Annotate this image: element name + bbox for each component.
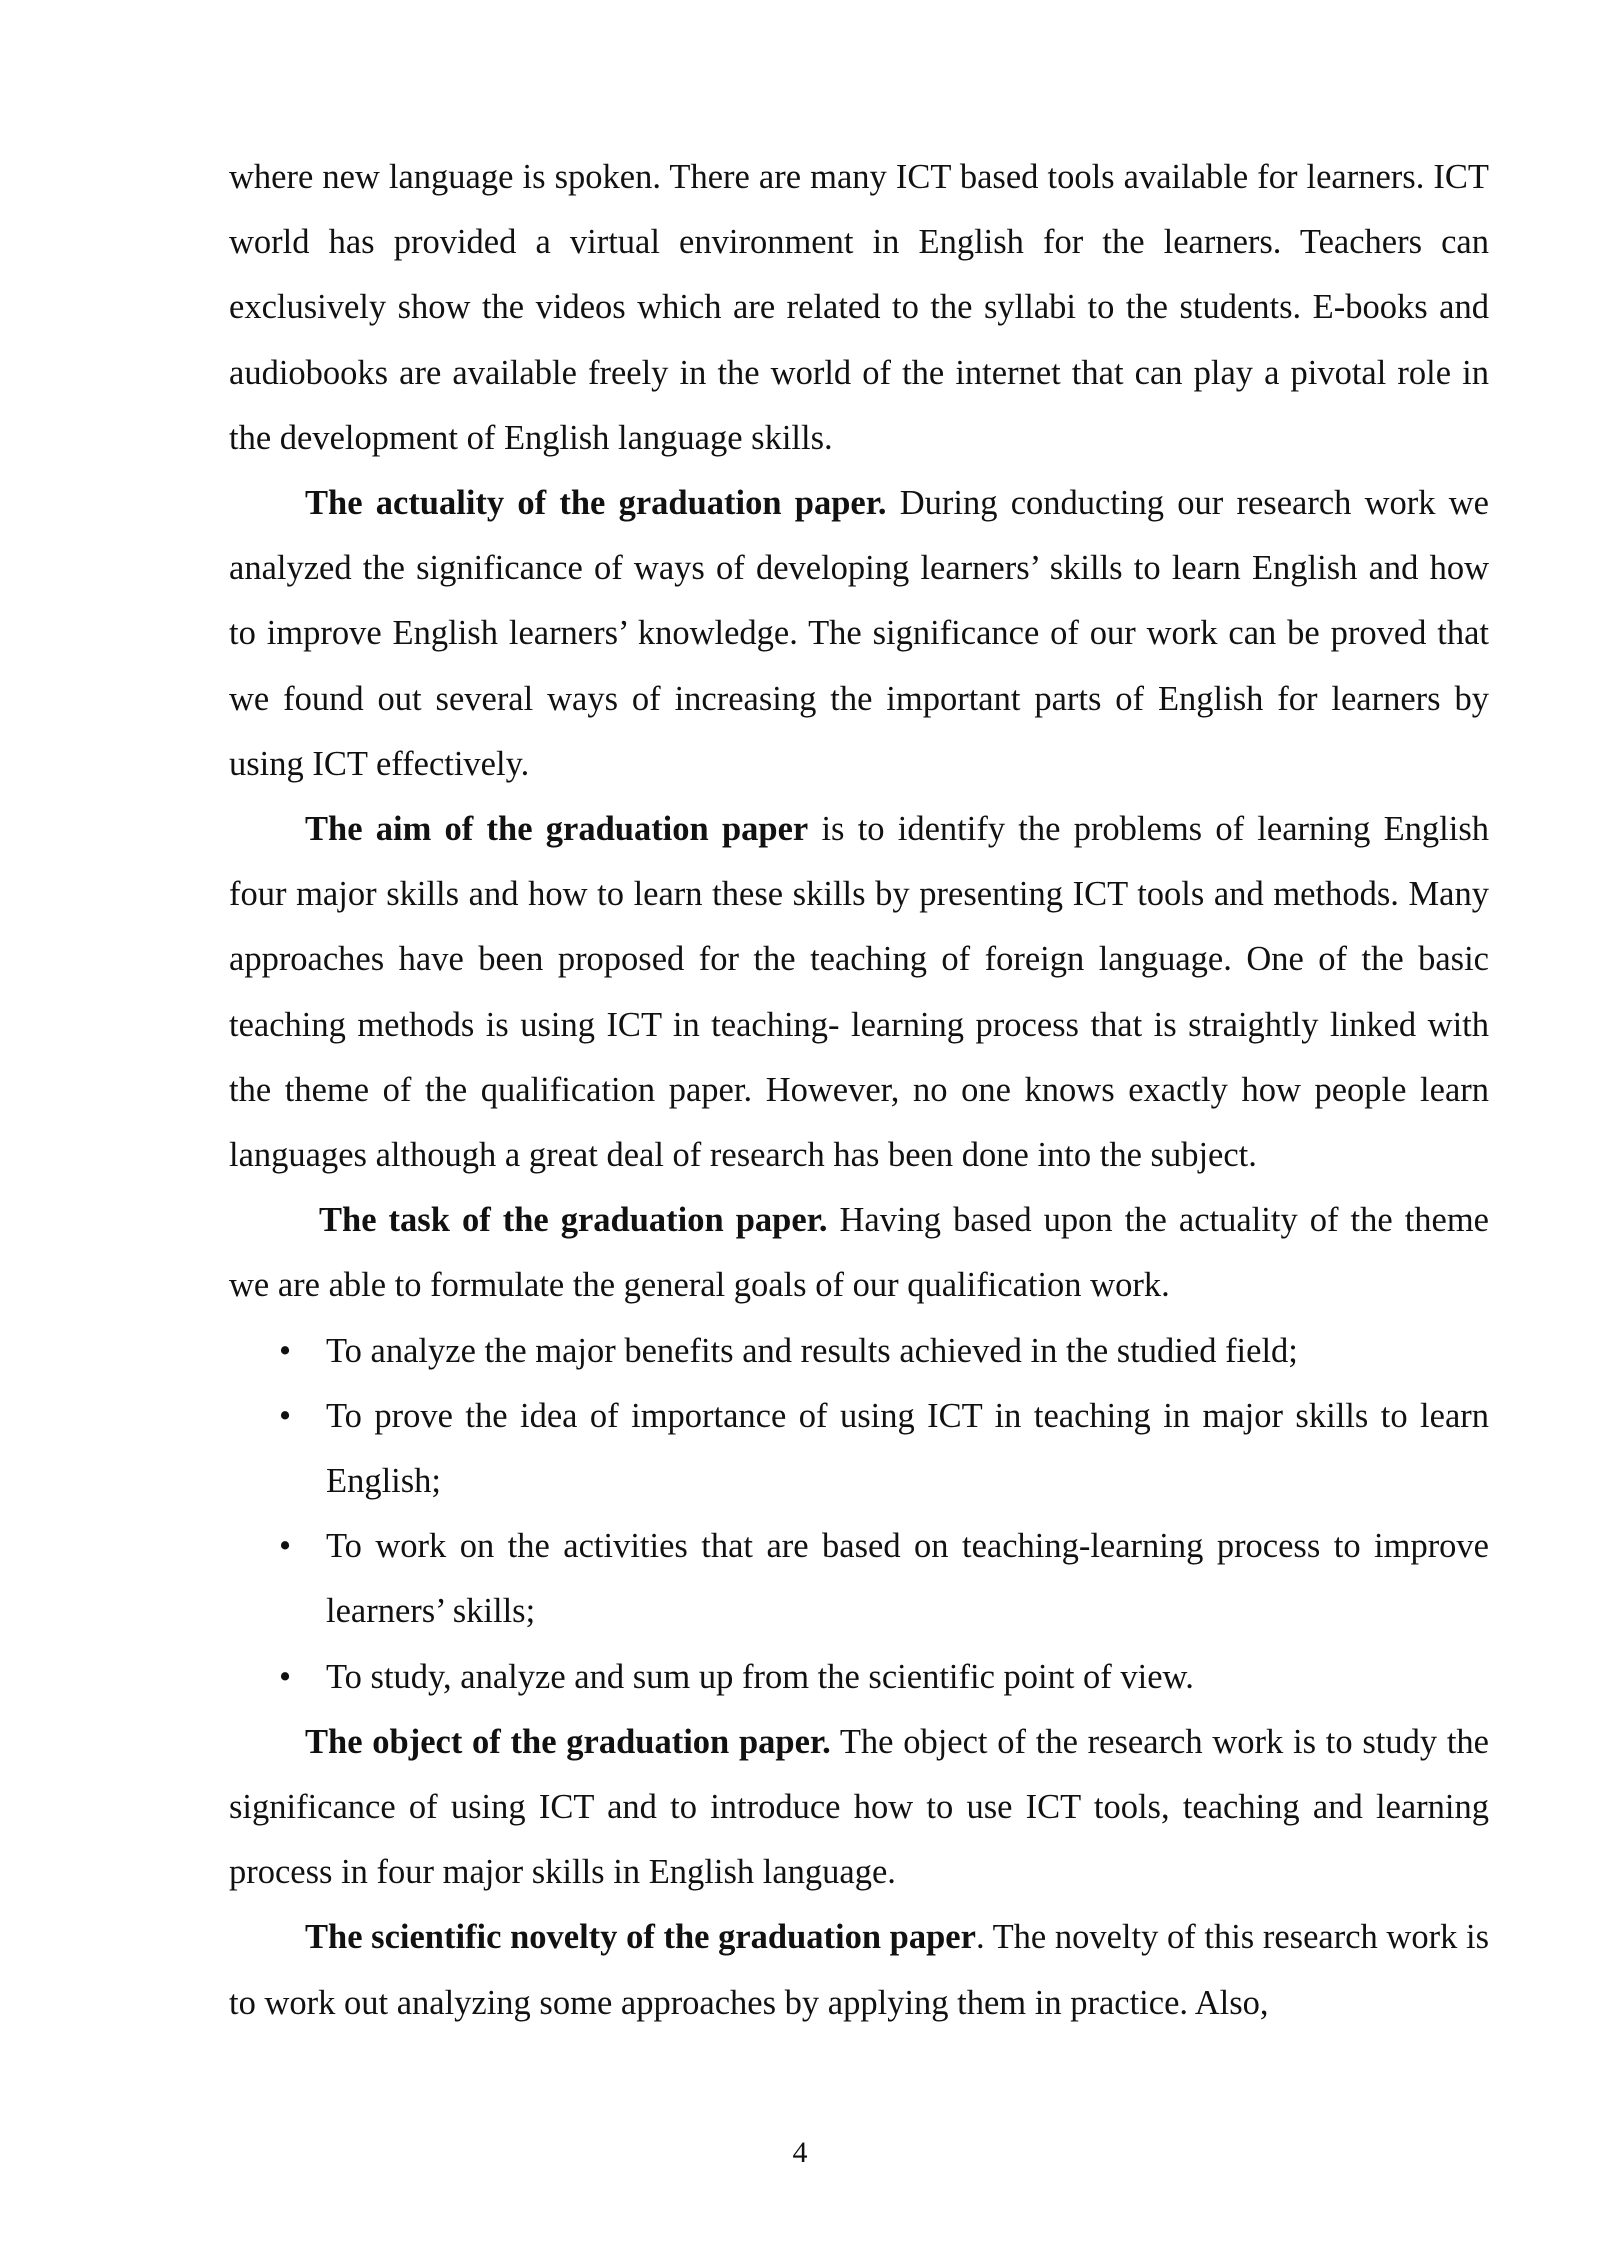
task-item [278,1384,1489,1514]
bullet-icon: • [278,1331,292,1370]
page-body [229,145,1489,2036]
actuality-paragraph [229,471,1489,797]
page-number: 4 [792,2136,808,2169]
actuality-body: During conducting our research work we analyzed the significance of ways of developing learners’ skills to learn English and how to improve English learners’ knowledge. The significance of our work can be proved that we found out several ways of increasing the important parts of English for learners by using ICT effectively. [229,484,1489,783]
actuality-heading: The actuality of the graduation paper. [305,484,887,523]
task-body: Having based upon the actuality of the theme we are able to formulate the general goals of our qualification work. [229,1201,1489,1305]
novelty-body: . The novelty of this research work is to work out analyzing some approaches by applying them in practice. Also, [229,1918,1489,2022]
task-item-text: To prove the idea of importance of using ICT in teaching in major skills to learn English; [326,1396,1489,1501]
novelty-paragraph [229,1905,1489,2035]
task-heading: The task of the graduation paper. [319,1201,828,1240]
task-item [278,1514,1489,1644]
task-paragraph [229,1188,1489,1318]
bullet-icon: • [278,1396,292,1435]
bullet-icon: • [278,1657,292,1696]
task-list [229,1319,1489,1710]
object-body: The object of the research work is to study the significance of using ICT and to introduce how to use ICT tools, teaching and learning process in four major skills in English language. [229,1722,1489,1892]
bullet-icon: • [278,1527,292,1566]
aim-paragraph [229,797,1489,1188]
task-item [278,1319,1489,1384]
novelty-heading: The scientific novelty of the graduation paper [305,1918,976,1957]
task-item-text: To work on the activities that are based on teaching-learning process to improve learners’ skills; [326,1527,1489,1631]
intro-paragraph: where new language is spoken. There are many ICT based tools available for learners. ICT world has provided a virtual environment in English for the learners. Teachers can exclusively show the videos which are related to the syllabi to the students. E-books and audiobooks are available freely in the world of the internet that can play a pivotal role in the development of English language skills. [229,158,1489,457]
object-heading: The object of the graduation paper. [305,1722,831,1761]
task-item-text: To analyze the major benefits and results achieved in the studied field; [326,1331,1298,1370]
task-item [278,1645,1489,1710]
object-paragraph [229,1710,1489,1906]
aim-body: is to identify the problems of learning English four major skills and how to learn these skills by presenting ICT tools and methods. Many approaches have been proposed for the teaching of foreign language. One of the basic teaching methods is using ICT in teaching- learning process that is straightly linked with the theme of the qualification paper. However, no one knows exactly how people learn languages although a great deal of research has been done into the subject. [229,810,1489,1175]
task-item-text: To study, analyze and sum up from the scientific point of view. [326,1657,1194,1696]
aim-heading: The aim of the graduation paper [305,810,809,849]
